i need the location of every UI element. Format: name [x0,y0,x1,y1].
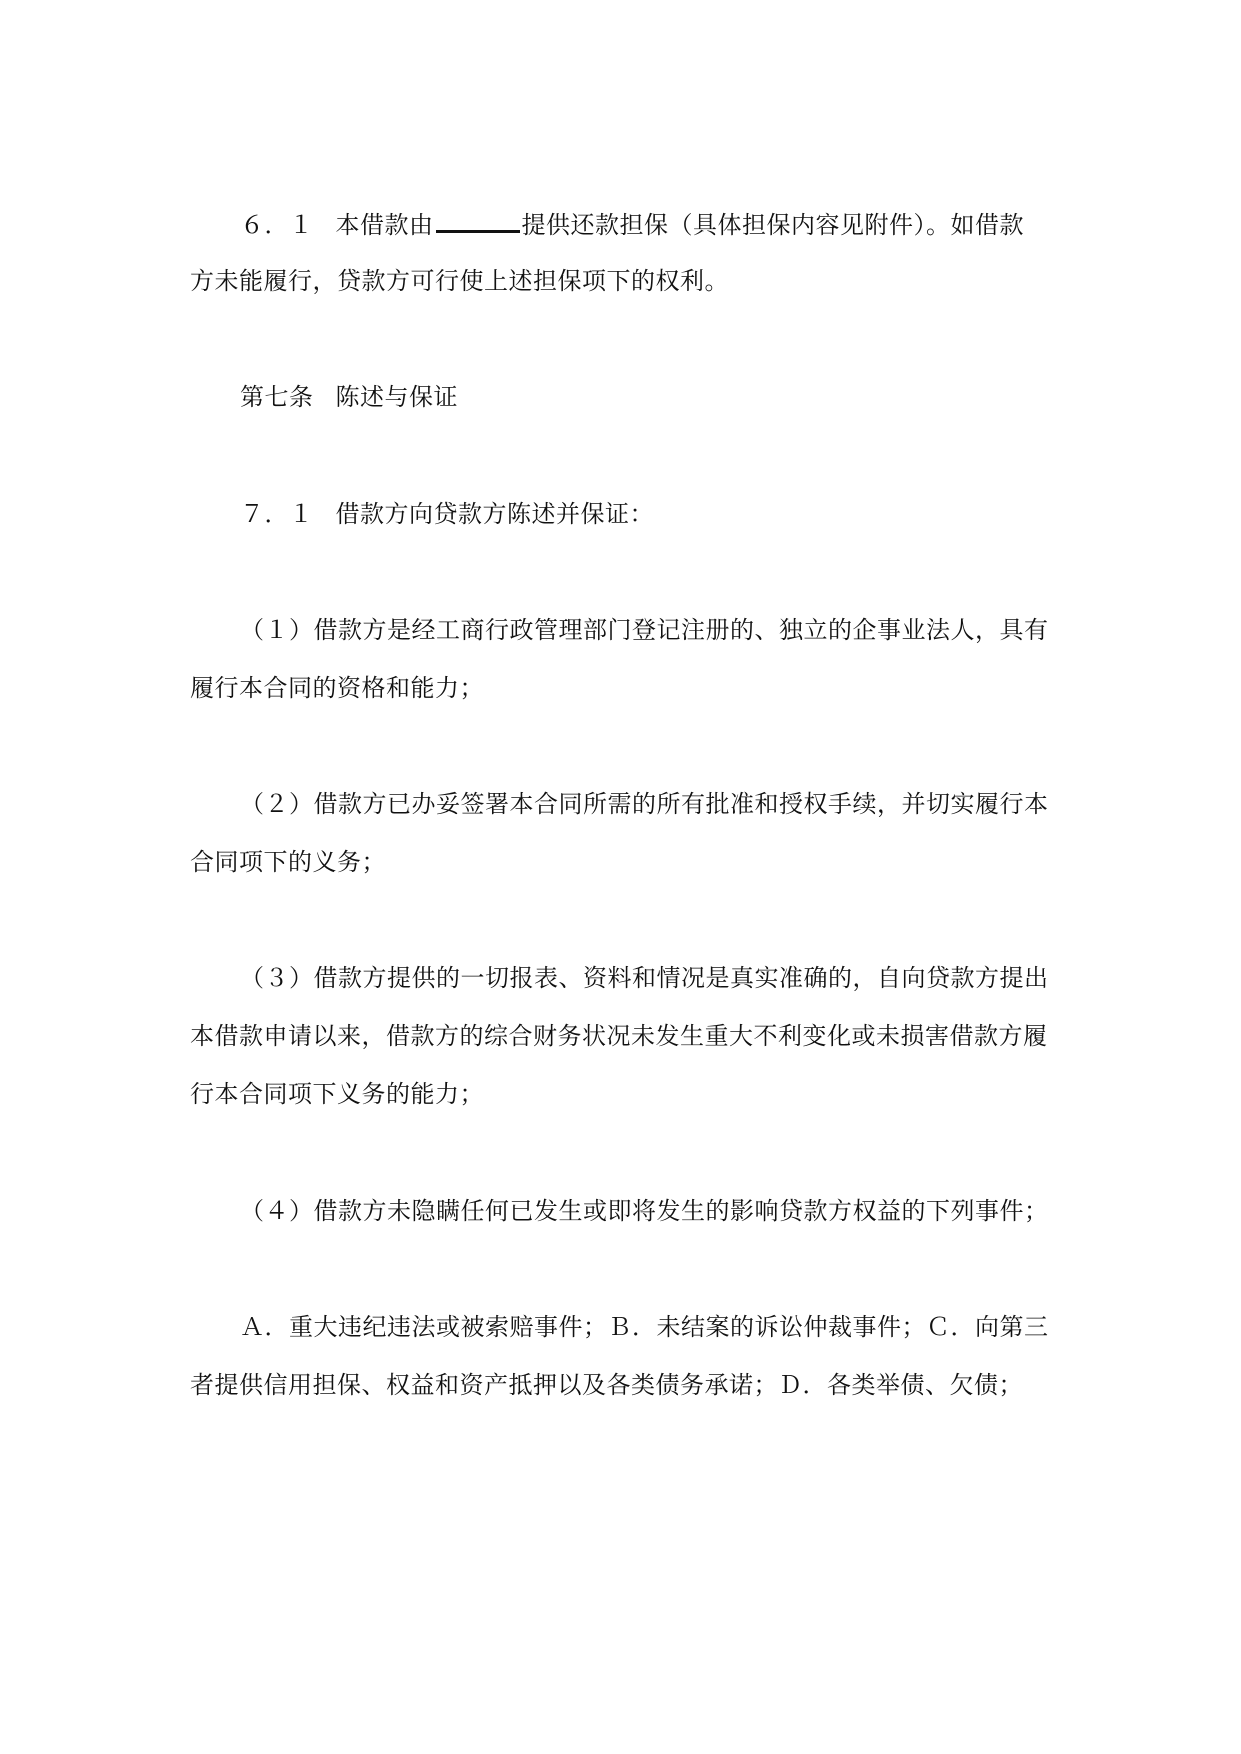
clause-6-1-text-before: 本借款由 [335,211,434,239]
item-3-line-1: （３）借款方提供的一切报表、资料和情况是真实准确的，自向贷款方提出 [240,964,1049,992]
article-7-heading [240,380,1060,414]
clause-6-1-line-1 [240,206,1060,242]
clause-6-1-text-after: 提供还款担保（具体担保内容见附件）。如借款 [521,211,1024,239]
item-3-line-2: 本借款申请以来，借款方的综合财务状况未发生重大不利变化或未损害借款方履 [190,1022,1048,1050]
guarantor-blank-line [436,206,520,233]
item-1-line-1: （１）借款方是经工商行政管理部门登记注册的、独立的企事业法人，具有 [240,616,1049,644]
clause-7-1 [240,497,1060,531]
item-1-line-2: 履行本合同的资格和能力； [190,674,484,702]
clause-7-1-text: 借款方向贷款方陈述并保证： [335,500,654,528]
clause-6-1-line-2: 方未能履行，贷款方可行使上述担保项下的权利。 [190,267,729,295]
item-4-line-1: （４）借款方未隐瞒任何已发生或即将发生的影响贷款方权益的下列事件； [240,1197,1049,1225]
article-7-title: 陈述与保证 [335,383,458,411]
clause-7-1-number: ７．１ [240,500,314,528]
item-3-line-3: 行本合同项下义务的能力； [190,1080,484,1108]
events-line-1: Ａ．重大违纪违法或被索赔事件；Ｂ．未结案的诉讼仲裁事件；Ｃ．向第三 [240,1313,1049,1341]
item-2-line-1: （２）借款方已办妥签署本合同所需的所有批准和授权手续，并切实履行本 [240,790,1049,818]
clause-6-1-number: ６．１ [240,211,314,239]
events-line-2: 者提供信用担保、权益和资产抵押以及各类债务承诺；Ｄ．各类举债、欠债； [190,1371,1023,1399]
item-2-line-2: 合同项下的义务； [190,848,386,876]
article-7-number: 第七条 [240,383,314,411]
